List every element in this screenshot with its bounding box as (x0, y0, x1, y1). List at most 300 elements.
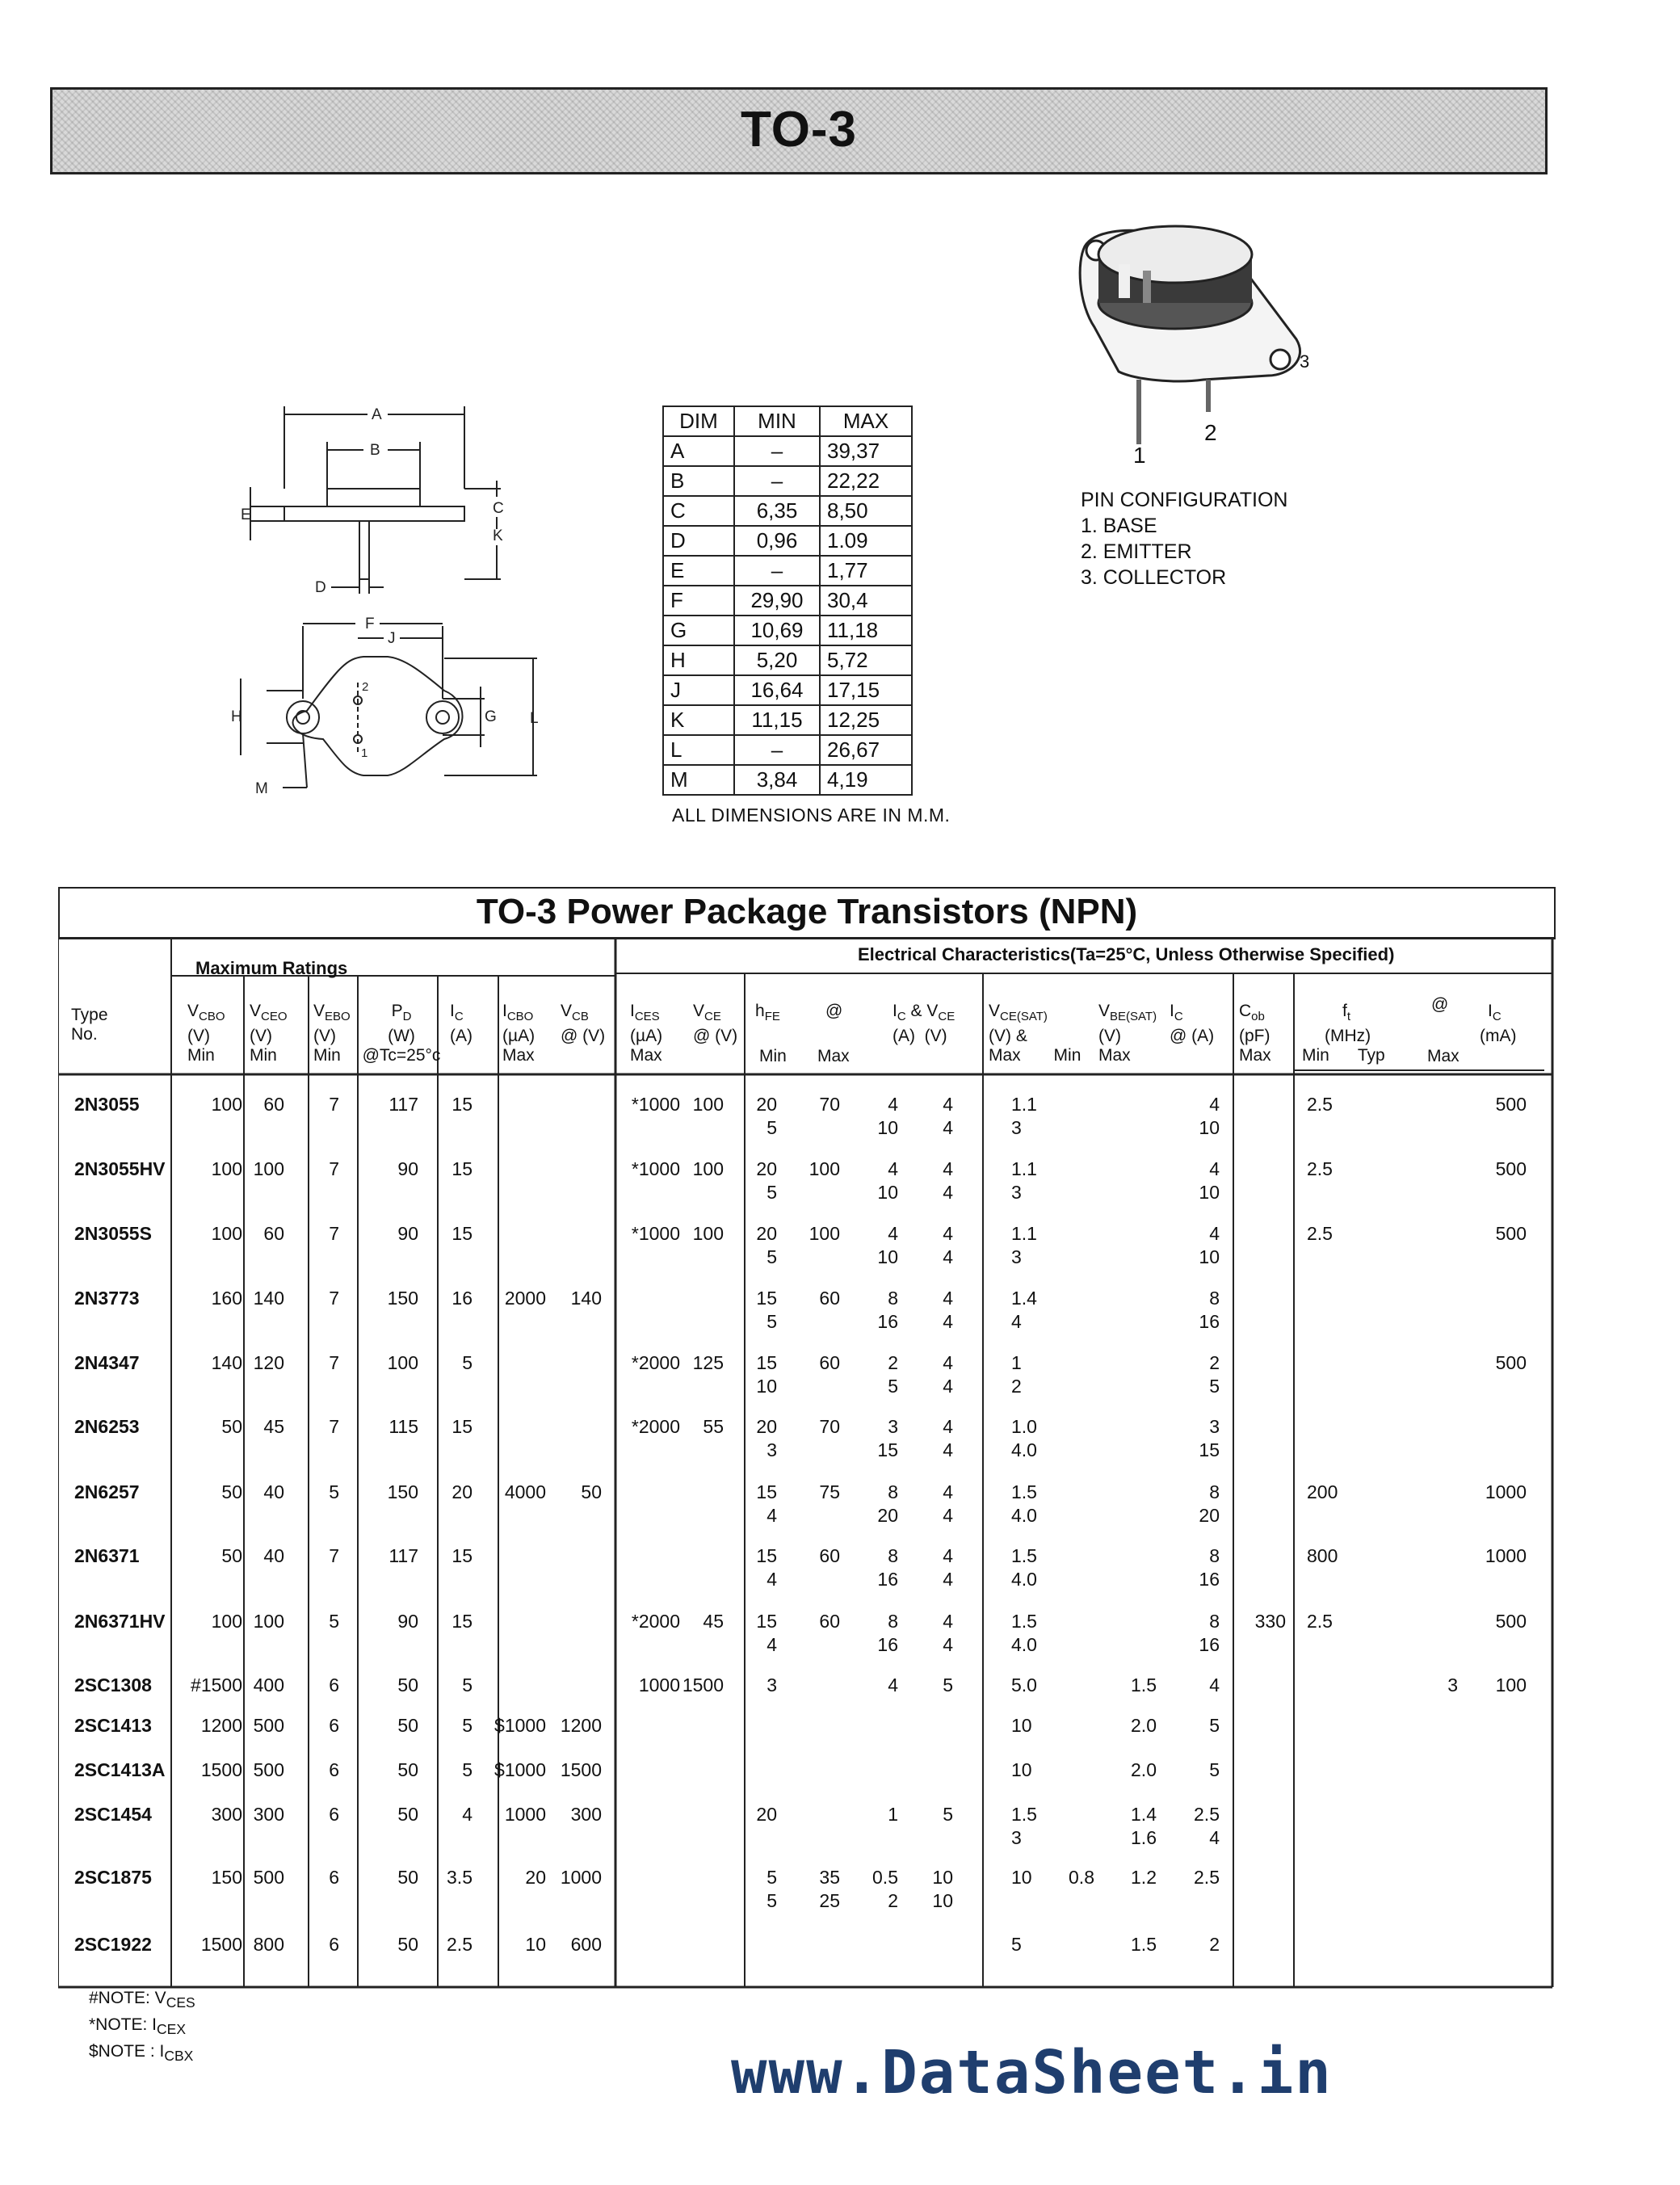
table-cell-ices: *1000 (631, 1094, 680, 1115)
table-cell-ft: 2.5 (1307, 1611, 1333, 1632)
table-cell-ftic: 1000 (1485, 1481, 1527, 1502)
dim-label: E (241, 506, 251, 523)
table-cell-vbesat: 1.2 (1131, 1867, 1157, 1888)
table-cell-vce: 100 (692, 1223, 724, 1244)
dim-label: C (493, 500, 504, 517)
table-cell-hic: 4 10 (877, 1158, 898, 1203)
table-cell-hic: 3 15 (877, 1416, 898, 1460)
table-cell-vic: 2 (1209, 1934, 1220, 1955)
dim-cell: – (734, 436, 820, 466)
table-cell-ft: 2.5 (1307, 1094, 1333, 1115)
table-cell-vceo: 120 (253, 1352, 284, 1373)
table-cell-vce: 100 (692, 1094, 724, 1115)
table-cell-vce: 125 (692, 1352, 724, 1373)
table-cell-hic: 4 (888, 1674, 898, 1695)
col-header-vcb: $V_{CB}$ @ (V) (561, 1002, 606, 1046)
table-cell-pd: 50 (397, 1867, 418, 1888)
table-cell-ices: *2000 (631, 1352, 680, 1373)
dim-cell: K (663, 705, 734, 735)
dim-label: M (255, 780, 268, 797)
table-cell-type: 2N6371 (74, 1545, 140, 1566)
table-cell-hic: 1 (888, 1804, 898, 1825)
table-cell-ftic: 500 (1495, 1158, 1527, 1179)
col-header-hfe-min: Min (759, 1047, 787, 1065)
table-cell-vcesat: 1.5 4.0 (1011, 1481, 1037, 1526)
dim-cell: 0,96 (734, 526, 820, 556)
table-cell-ic: 15 (452, 1545, 472, 1566)
table-cell-vcbo: 100 (211, 1158, 242, 1179)
table-cell-hmax: 70 (819, 1094, 840, 1115)
table-cell-hmin: 5 5 (766, 1867, 777, 1911)
table-cell-ic: 15 (452, 1611, 472, 1632)
table-cell-vic: 8 16 (1199, 1288, 1220, 1332)
pin-item: 1. BASE (1081, 515, 1157, 537)
table-cell-vce: 55 (703, 1416, 724, 1437)
watermark-brand[interactable]: www.DataSheet.in (731, 2038, 1333, 2107)
table-cell-hmin: 20 5 (756, 1094, 777, 1138)
table-cell-pd: 150 (387, 1288, 418, 1309)
table-cell-vcbo: 1200 (200, 1715, 242, 1736)
table-cell-hmax: 60 (819, 1545, 840, 1566)
table-cell-hvce: 4 4 (943, 1416, 953, 1460)
table-cell-vce: 1500 (682, 1674, 724, 1695)
table-cell-hic: 8 16 (877, 1545, 898, 1590)
dim-cell: – (734, 735, 820, 765)
table-cell-vcb: 1500 (560, 1759, 602, 1780)
dim-cell: 29,90 (734, 586, 820, 616)
table-cell-vceo: 100 (253, 1158, 284, 1179)
note-icbx: $NOTE : $I_{CBX}$ (89, 2042, 194, 2065)
table-cell-hmax: 70 (819, 1416, 840, 1437)
column-header: MAX (820, 406, 912, 436)
table-cell-pd: 100 (387, 1352, 418, 1373)
table-cell-vic: 4 (1209, 1674, 1220, 1695)
table-cell-vcb: 1200 (560, 1715, 602, 1736)
pin-number-label: 1 (1133, 443, 1146, 468)
table-cell-type: 2SC1413A (74, 1759, 166, 1780)
table-cell-ic: 15 (452, 1094, 472, 1115)
table-cell-vceo: 500 (253, 1715, 284, 1736)
table-cell-hic: 4 10 (877, 1094, 898, 1138)
table-cell-vcb: 600 (570, 1934, 602, 1955)
col-header-cob: $C_{ob}$ (pF) Max (1239, 1002, 1271, 1065)
table-cell-hvce: 4 4 (943, 1158, 953, 1203)
group-header-electrical: Electrical Characteristics(Ta=25°C, Unless Otherwise Specified) (858, 944, 1395, 964)
table-cell-vcesat: 1.0 4.0 (1011, 1416, 1037, 1460)
dim-cell: – (734, 556, 820, 586)
dim-cell: 12,25 (820, 705, 912, 735)
col-header-vcbo: $V_{CBO}$ (V) Min (187, 1002, 225, 1065)
dim-cell: G (663, 616, 734, 645)
table-cell-pd: 117 (388, 1094, 418, 1115)
table-cell-hvce: 5 (943, 1804, 953, 1825)
dim-cell: 6,35 (734, 496, 820, 526)
table-cell-vceo: 140 (253, 1288, 284, 1309)
table-cell-hmin: 15 4 (756, 1545, 777, 1590)
table-cell-vebo: 5 (329, 1481, 339, 1502)
table-cell-vcesat: 1 2 (1011, 1352, 1022, 1397)
table-cell-icbo: 4000 (504, 1481, 546, 1502)
table-cell-hvce: 5 (943, 1674, 953, 1695)
table-cell-ic: 3.5 (447, 1867, 472, 1888)
table-cell-vcbo: #1500 (191, 1674, 242, 1695)
dim-cell: 1.09 (820, 526, 912, 556)
table-cell-vebo: 6 (329, 1934, 339, 1955)
table-cell-vebo: 6 (329, 1715, 339, 1736)
col-header-vcesat: $V_{CE(SAT)}$ (V) & Max Min (989, 1002, 1082, 1065)
table-cell-ftic: 500 (1495, 1352, 1527, 1373)
dim-cell: 17,15 (820, 675, 912, 705)
table-cell-icbo: 20 (525, 1867, 546, 1888)
table-cell-vcbo: 1500 (200, 1934, 242, 1955)
table-cell-hmin: 3 (766, 1674, 777, 1695)
col-header-vceo: $V_{CEO}$ (V) Min (250, 1002, 288, 1065)
col-header-ic-vce: $I_C$ & $V_{CE}$ (A) (V) (892, 1002, 956, 1046)
table-cell-pd: 50 (397, 1674, 418, 1695)
table-cell-vebo: 7 (329, 1288, 339, 1309)
table-cell-vbesat: 1.4 1.6 (1131, 1804, 1157, 1848)
table-cell-icbo: $1000 (494, 1715, 546, 1736)
dim-cell: A (663, 436, 734, 466)
table-cell-vic: 2.5 4 (1194, 1804, 1220, 1848)
table-cell-vebo: 7 (329, 1545, 339, 1566)
column-header: DIM (663, 406, 734, 436)
table-cell-type: 2N6371HV (74, 1611, 166, 1632)
column-header: MIN (734, 406, 820, 436)
dim-label: B (370, 442, 380, 459)
pin-config-title: PIN CONFIGURATION (1081, 489, 1288, 511)
table-cell-hmax: 100 (808, 1223, 840, 1244)
table-row (663, 496, 912, 526)
table-cell-vcesat: 10 (1011, 1867, 1032, 1888)
table-cell-hmax: 75 (819, 1481, 840, 1502)
table-cell-vcbo: 50 (221, 1545, 242, 1566)
table-row (663, 705, 912, 735)
table-cell-hic: 8 20 (877, 1481, 898, 1526)
dim-cell: L (663, 735, 734, 765)
table-cell-vcb: 50 (581, 1481, 602, 1502)
table-cell-ic: 5 (462, 1352, 472, 1373)
dim-cell: 26,67 (820, 735, 912, 765)
dim-cell: B (663, 466, 734, 496)
col-header-ic: $I_C$ (A) (450, 1002, 472, 1046)
note-vces: #NOTE: $V_{CES}$ (89, 1989, 195, 2011)
dim-cell: 11,18 (820, 616, 912, 645)
table-cell-vcbo: 150 (211, 1867, 242, 1888)
table-cell-hmin: 15 4 (756, 1611, 777, 1655)
table-cell-type: 2SC1308 (74, 1674, 152, 1695)
dimensions-table (662, 405, 913, 796)
table-cell-ices: *1000 (631, 1158, 680, 1179)
table-cell-hmax: 60 (819, 1352, 840, 1373)
dim-label: A (372, 406, 382, 423)
table-cell-hic: 2 5 (888, 1352, 898, 1397)
table-cell-icbo: 1000 (504, 1804, 546, 1825)
table-cell-ic: 15 (452, 1158, 472, 1179)
col-header-icbo: $I_{CBO}$ (µA) Max (502, 1002, 536, 1065)
title-banner (50, 87, 1548, 174)
table-cell-vcbo: 300 (211, 1804, 242, 1825)
table-cell-vcb: 140 (570, 1288, 602, 1309)
table-cell-hmin: 20 (756, 1804, 777, 1825)
col-header-vbesat: $V_{BE(SAT)}$ (V) Max (1098, 1002, 1157, 1065)
col-header-vic: $I_C$ @ (A) (1170, 1002, 1215, 1046)
table-cell-hvce: 4 4 (943, 1288, 953, 1332)
table-cell-vcesat: 10 (1011, 1715, 1032, 1736)
table-cell-vcb: 1000 (560, 1867, 602, 1888)
table-cell-vcesat: 1.5 3 (1011, 1804, 1037, 1848)
table-grid (58, 937, 1577, 2003)
table-cell-ic: 16 (452, 1288, 472, 1309)
dim-label: F (365, 616, 375, 632)
table-cell-vcb: 300 (570, 1804, 602, 1825)
dim-cell: 1,77 (820, 556, 912, 586)
dim-cell: 3,84 (734, 765, 820, 795)
table-cell-hvce: 4 4 (943, 1481, 953, 1526)
table-cell-vebo: 6 (329, 1674, 339, 1695)
table-cell-hmax: 100 (808, 1158, 840, 1179)
dim-label: H (231, 708, 242, 725)
table-cell-vcesat: 1.5 4.0 (1011, 1611, 1037, 1655)
table-cell-vcesat: 1.1 3 (1011, 1158, 1037, 1203)
pin-item: 2. EMITTER (1081, 540, 1192, 563)
table-cell-vic: 8 20 (1199, 1481, 1220, 1526)
table-cell-pd: 90 (397, 1223, 418, 1244)
col-header-ft: $f_t$ (MHz) Min Typ (1302, 1002, 1385, 1065)
table-cell-vceo: 400 (253, 1674, 284, 1695)
table-cell-vcbo: 1500 (200, 1759, 242, 1780)
table-cell-pd: 117 (388, 1545, 418, 1566)
table-cell-vic: 3 15 (1199, 1416, 1220, 1460)
table-cell-vcbo: 100 (211, 1094, 242, 1115)
pin-configuration (1081, 487, 1287, 590)
table-cell-pd: 115 (388, 1416, 418, 1437)
table-cell-vic: 2.5 (1194, 1867, 1220, 1888)
col-header-ices: $I_{CES}$ (µA) Max (630, 1002, 663, 1065)
table-cell-vcesat: 5 (1011, 1934, 1022, 1955)
dim-cell: F (663, 586, 734, 616)
col-header-ft-at: @ (1431, 995, 1449, 1014)
table-row (663, 556, 912, 586)
table-row (663, 466, 912, 496)
table-cell-ft: 2.5 (1307, 1223, 1333, 1244)
table-cell-type: 2SC1875 (74, 1867, 152, 1888)
dim-label: L (530, 710, 539, 727)
table-cell-hmax: 60 (819, 1611, 840, 1632)
pin-number-label: 1 (361, 746, 368, 760)
table-cell-ftic: 500 (1495, 1611, 1527, 1632)
table-row (663, 675, 912, 705)
table-cell-vic: 8 16 (1199, 1545, 1220, 1590)
table-cell-vic: 5 (1209, 1759, 1220, 1780)
table-cell-hmin: 20 5 (756, 1158, 777, 1203)
dim-label: K (493, 527, 503, 544)
table-cell-vic: 2 5 (1209, 1352, 1220, 1397)
table-cell-ices: 1000 (638, 1674, 680, 1695)
table-cell-vceo: 40 (263, 1481, 284, 1502)
group-header-max-ratings: Maximum Ratings (195, 958, 348, 978)
table-cell-pd: 50 (397, 1759, 418, 1780)
pin-number-label: 3 (1300, 351, 1310, 372)
dim-label: D (315, 579, 326, 596)
table-cell-ic: 2.5 (447, 1934, 472, 1955)
table-cell-vcbo: 140 (211, 1352, 242, 1373)
table-cell-vceo: 40 (263, 1545, 284, 1566)
table-cell-cob: 330 (1254, 1611, 1286, 1632)
table-cell-ft: 2.5 (1307, 1158, 1333, 1179)
table-cell-vcesat: 1.1 3 (1011, 1223, 1037, 1267)
dim-cell: 10,69 (734, 616, 820, 645)
col-header-pd: $P_D$ (W) @Tc=25°c (362, 1002, 441, 1065)
table-cell-vcemin: 0.8 (1069, 1867, 1094, 1888)
notes (89, 1987, 195, 2068)
table-cell-type: 2N3055HV (74, 1158, 166, 1179)
table-cell-vcbo: 50 (221, 1481, 242, 1502)
table-cell-pd: 150 (387, 1481, 418, 1502)
table-row (663, 526, 912, 556)
table-cell-vce: 100 (692, 1158, 724, 1179)
table-cell-ic: 15 (452, 1416, 472, 1437)
table-row (663, 616, 912, 645)
table-cell-type: 2N6253 (74, 1416, 140, 1437)
table-cell-icbo: 10 (525, 1934, 546, 1955)
col-header-at: @ (825, 1002, 843, 1020)
note-icex: *NOTE: $I_{CEX}$ (89, 2015, 186, 2038)
table-cell-vcbo: 160 (211, 1288, 242, 1309)
table-cell-pd: 50 (397, 1804, 418, 1825)
table-cell-vebo: 7 (329, 1223, 339, 1244)
col-header-vebo: $V_{EBO}$ (V) Min (313, 1002, 351, 1065)
table-cell-hvce: 4 4 (943, 1545, 953, 1590)
table-cell-ft: 200 (1307, 1481, 1338, 1502)
table-cell-type: 2SC1413 (74, 1715, 152, 1736)
dim-cell: 30,4 (820, 586, 912, 616)
dim-label: J (388, 630, 396, 647)
dim-cell: M (663, 765, 734, 795)
table-cell-hic: 8 16 (877, 1611, 898, 1655)
table-cell-vebo: 6 (329, 1804, 339, 1825)
table-cell-vcbo: 100 (211, 1611, 242, 1632)
table-cell-ftic: 100 (1495, 1674, 1527, 1695)
dim-cell: 16,64 (734, 675, 820, 705)
table-row (663, 645, 912, 675)
table-cell-icbo: $1000 (494, 1759, 546, 1780)
table-cell-hvce: 4 4 (943, 1352, 953, 1397)
table-cell-hic: 4 10 (877, 1223, 898, 1267)
table-cell-vebo: 7 (329, 1158, 339, 1179)
transistor-illustration (1062, 214, 1321, 481)
table-title: TO-3 Power Package Transistors (NPN) (476, 892, 1138, 931)
col-header-type: Type No. (71, 1006, 108, 1044)
dim-cell: – (734, 466, 820, 496)
table-cell-hmin: 15 5 (756, 1288, 777, 1332)
table-cell-ic: 5 (462, 1759, 472, 1780)
table-row (663, 765, 912, 795)
dim-label: G (485, 708, 497, 725)
col-header-vce: $V_{CE}$ @ (V) (693, 1002, 738, 1046)
dim-cell: 39,37 (820, 436, 912, 466)
table-cell-hmin: 20 5 (756, 1223, 777, 1267)
table-cell-ic: 15 (452, 1223, 472, 1244)
table-cell-vebo: 6 (329, 1759, 339, 1780)
dimensions-note: ALL DIMENSIONS ARE IN M.M. (672, 805, 951, 826)
table-cell-pd: 50 (397, 1715, 418, 1736)
table-cell-vceo: 60 (263, 1094, 284, 1115)
dim-cell: 5,72 (820, 645, 912, 675)
table-cell-type: 2N6257 (74, 1481, 140, 1502)
table-cell-ft: 800 (1307, 1545, 1338, 1566)
table-cell-pd: 50 (397, 1934, 418, 1955)
table-cell-hvce: 4 4 (943, 1094, 953, 1138)
table-cell-vbesat: 1.5 (1131, 1674, 1157, 1695)
table-cell-vce: 45 (703, 1611, 724, 1632)
pin-number-label: 2 (362, 680, 369, 694)
table-cell-hvce: 10 10 (932, 1867, 953, 1911)
table-cell-vceo: 100 (253, 1611, 284, 1632)
table-cell-ices: *2000 (631, 1611, 680, 1632)
col-header-ft-max: Max (1427, 1047, 1460, 1065)
table-cell-vcesat: 10 (1011, 1759, 1032, 1780)
table-cell-vcesat: 5.0 (1011, 1674, 1037, 1695)
table-cell-ic: 4 (462, 1804, 472, 1825)
table-cell-ic: 5 (462, 1674, 472, 1695)
table-cell-vebo: 7 (329, 1094, 339, 1115)
pin-item: 3. COLLECTOR (1081, 566, 1227, 589)
dim-cell: D (663, 526, 734, 556)
page-title: TO-3 (740, 102, 858, 158)
table-cell-hmax: 35 25 (819, 1867, 840, 1911)
table-cell-vbesat: 2.0 (1131, 1715, 1157, 1736)
col-header-hfe-max: Max (817, 1047, 850, 1065)
dim-cell: H (663, 645, 734, 675)
table-cell-vic: 4 10 (1199, 1223, 1220, 1267)
dim-cell: C (663, 496, 734, 526)
table-cell-hic: 0.5 2 (872, 1867, 898, 1911)
table-cell-type: 2N3773 (74, 1288, 140, 1309)
table-header-row (663, 406, 912, 436)
table-cell-vic: 4 10 (1199, 1158, 1220, 1203)
table-cell-pd: 90 (397, 1158, 418, 1179)
dim-cell: 5,20 (734, 645, 820, 675)
dim-cell: 11,15 (734, 705, 820, 735)
table-cell-vcbo: 100 (211, 1223, 242, 1244)
dim-cell: 22,22 (820, 466, 912, 496)
package-outline-diagram (226, 400, 549, 804)
table-cell-ic: 20 (452, 1481, 472, 1502)
table-cell-vebo: 7 (329, 1416, 339, 1437)
dim-cell: 8,50 (820, 496, 912, 526)
table-cell-vceo: 800 (253, 1934, 284, 1955)
dim-cell: 4,19 (820, 765, 912, 795)
table-cell-type: 2N3055 (74, 1094, 140, 1115)
table-cell-vebo: 6 (329, 1867, 339, 1888)
table-cell-ftat: 3 (1447, 1674, 1458, 1695)
table-cell-vceo: 500 (253, 1867, 284, 1888)
table-cell-vceo: 500 (253, 1759, 284, 1780)
table-cell-type: 2SC1454 (74, 1804, 152, 1825)
table-cell-vbesat: 1.5 (1131, 1934, 1157, 1955)
table-cell-vbesat: 2.0 (1131, 1759, 1157, 1780)
table-cell-vceo: 300 (253, 1804, 284, 1825)
table-cell-vic: 8 16 (1199, 1611, 1220, 1655)
dim-cell: J (663, 675, 734, 705)
table-cell-hic: 8 16 (877, 1288, 898, 1332)
col-header-hfe: $h_{FE}$ (755, 1002, 780, 1024)
table-cell-vcesat: 1.1 3 (1011, 1094, 1037, 1138)
table-cell-vceo: 60 (263, 1223, 284, 1244)
table-cell-ftic: 500 (1495, 1094, 1527, 1115)
table-cell-hmin: 15 10 (756, 1352, 777, 1397)
